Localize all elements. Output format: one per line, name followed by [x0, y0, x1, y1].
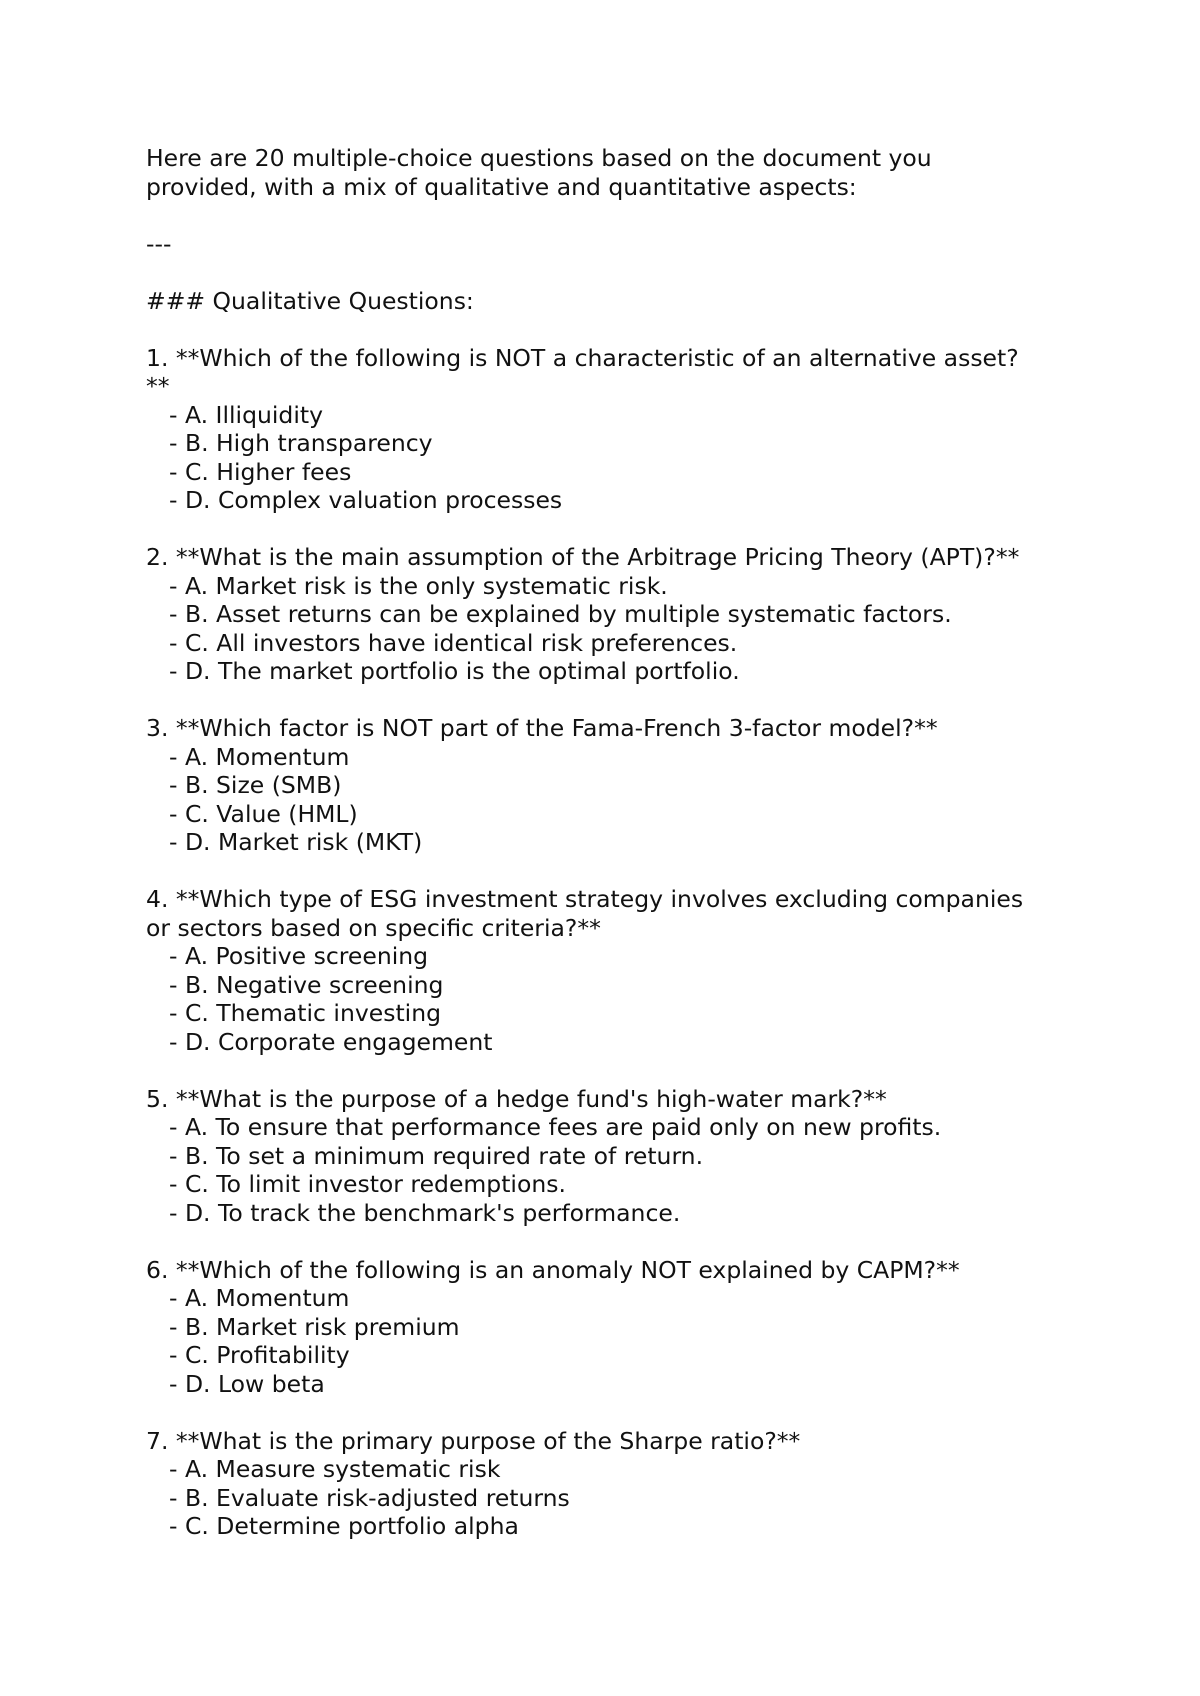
question-4 [146, 885, 1076, 1056]
answer-option: - C. To limit investor redemptions. [169, 1170, 566, 1198]
section-heading: ### Qualitative Questions: [146, 286, 474, 315]
answer-option: - A. Momentum [169, 742, 350, 771]
blank-line [146, 1227, 1076, 1256]
document-page [146, 144, 1076, 1541]
answer-option: - A. Market risk is the only systematic risk. [169, 571, 668, 600]
blank-line [146, 515, 1076, 544]
answer-option: - C. Value (HML) [169, 799, 358, 828]
answer-option: - D. Low beta [169, 1369, 325, 1398]
question-text: 2. **What is the main assumption of the Arbitrage Pricing Theory (APT)?** [146, 543, 1020, 571]
answer-option: - A. Illiquidity [169, 400, 323, 429]
answer-option: - B. Asset returns can be explained by multiple systematic factors. [169, 600, 952, 628]
blank-line [146, 686, 1076, 715]
answer-option: - A. Positive screening [169, 942, 429, 970]
answer-option: - C. All investors have identical risk preferences. [169, 628, 738, 657]
answer-option: - A. To ensure that performance fees are paid only on new profits. [169, 1113, 942, 1141]
answer-option: - B. Market risk premium [169, 1312, 460, 1341]
answer-option: - B. Size (SMB) [169, 771, 342, 799]
blank-line [146, 1398, 1076, 1427]
blank-line [146, 201, 1076, 230]
answer-option: - D. Complex valuation processes [169, 486, 563, 514]
intro-line-1: Here are 20 multiple-choice questions based on the document you [146, 144, 932, 172]
question-2 [146, 543, 1076, 686]
question-5 [146, 1085, 1076, 1228]
intro-line-2: provided, with a mix of qualitative and quantitative aspects: [146, 172, 857, 201]
answer-option: - A. Measure systematic risk [169, 1455, 501, 1483]
answer-option: - A. Momentum [169, 1284, 350, 1312]
blank-line [146, 1056, 1076, 1085]
question-text: ** [146, 372, 170, 400]
separator: --- [146, 229, 172, 258]
question-text: 6. **Which of the following is an anomaly NOT explained by CAPM?** [146, 1255, 960, 1284]
answer-option: - B. To set a minimum required rate of return. [169, 1141, 704, 1170]
answer-option: - B. High transparency [169, 429, 433, 457]
answer-option: - B. Negative screening [169, 970, 444, 999]
question-6 [146, 1256, 1076, 1399]
question-1 [146, 344, 1076, 515]
answer-option: - C. Profitability [169, 1341, 350, 1369]
question-text: 3. **Which factor is NOT part of the Fama-French 3-factor model?** [146, 714, 938, 742]
answer-option: - D. Market risk (MKT) [169, 828, 423, 856]
question-text: 4. **Which type of ESG investment strategy involves excluding companies [146, 885, 1024, 913]
answer-option: - D. Corporate engagement [169, 1027, 493, 1056]
question-text: 7. **What is the primary purpose of the Sharpe ratio?** [146, 1426, 801, 1455]
answer-option: - C. Thematic investing [169, 999, 442, 1027]
answer-option: - C. Higher fees [169, 457, 352, 486]
question-3 [146, 714, 1076, 857]
question-7 [146, 1427, 1076, 1541]
answer-option: - C. Determine portfolio alpha [169, 1512, 519, 1540]
answer-option: - D. To track the benchmark's performance. [169, 1198, 681, 1227]
question-text: 1. **Which of the following is NOT a characteristic of an alternative asset? [146, 343, 1019, 372]
blank-line [146, 315, 1076, 344]
question-text: 5. **What is the purpose of a hedge fund's high-water mark?** [146, 1084, 887, 1113]
blank-line [146, 857, 1076, 886]
answer-option: - D. The market portfolio is the optimal portfolio. [169, 657, 740, 685]
question-text: or sectors based on specific criteria?** [146, 913, 601, 942]
blank-line [146, 258, 1076, 287]
answer-option: - B. Evaluate risk-adjusted returns [169, 1483, 570, 1512]
